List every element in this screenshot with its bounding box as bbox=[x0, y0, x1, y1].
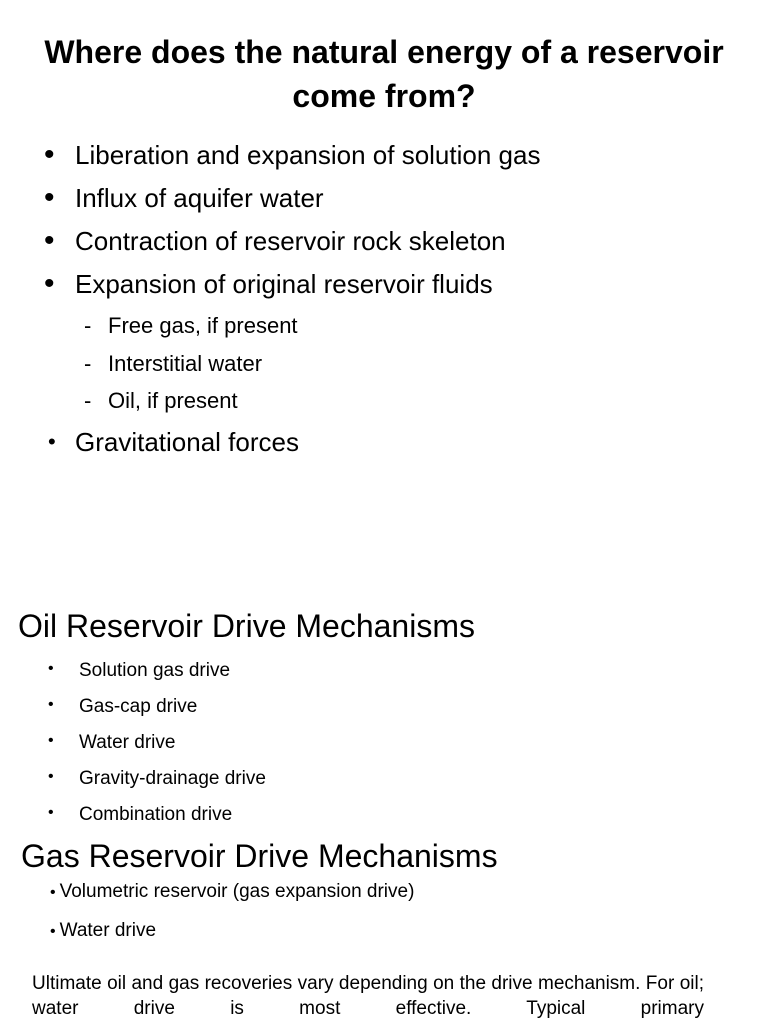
list-item bbox=[48, 804, 266, 840]
bullet-icon: • bbox=[50, 923, 56, 940]
list-item bbox=[50, 920, 414, 959]
list-item bbox=[50, 881, 414, 920]
list-item-text: Influx of aquifer water bbox=[75, 183, 324, 213]
list-item bbox=[48, 732, 266, 768]
dash-icon: - bbox=[84, 388, 92, 413]
list-item bbox=[48, 768, 266, 804]
energy-sources-list bbox=[44, 140, 744, 312]
dash-icon: - bbox=[84, 350, 92, 376]
list-item bbox=[48, 696, 266, 732]
bullet-icon: • bbox=[44, 138, 55, 171]
list-item bbox=[44, 226, 744, 269]
sub-list-item-text: Oil, if present bbox=[108, 388, 238, 413]
gas-section-title: Gas Reservoir Drive Mechanisms bbox=[21, 838, 498, 874]
list-item-text: Expansion of original reservoir fluids bbox=[75, 269, 493, 299]
slide-title: Where does the natural energy of a reservoir come from? bbox=[44, 34, 724, 114]
bullet-icon: • bbox=[44, 181, 55, 214]
oil-section-title: Oil Reservoir Drive Mechanisms bbox=[18, 608, 475, 644]
bullet-icon: • bbox=[48, 732, 54, 749]
list-item-text: Contraction of reservoir rock skeleton bbox=[75, 226, 506, 256]
list-item bbox=[44, 140, 744, 183]
oil-drive-list bbox=[48, 660, 266, 840]
sub-list-item bbox=[84, 388, 298, 426]
dash-icon: - bbox=[84, 313, 92, 338]
list-item-text: Combination drive bbox=[79, 804, 233, 825]
fluid-subitems-list bbox=[84, 313, 298, 426]
sub-list-item-text: Interstitial water bbox=[108, 350, 263, 376]
list-item bbox=[48, 660, 266, 696]
bullet-icon: • bbox=[50, 884, 56, 901]
sub-list-item bbox=[84, 313, 298, 351]
bullet-icon: • bbox=[44, 224, 55, 257]
list-item-text: Gravitational forces bbox=[75, 427, 299, 457]
list-item-text: Volumetric reservoir (gas expansion drive) bbox=[59, 881, 415, 902]
recovery-paragraph: Ultimate oil and gas recoveries vary depending on the drive mechanism. For oil; water drive is most effective. Typical primary bbox=[32, 973, 704, 1019]
list-item-text: Water drive bbox=[79, 732, 176, 753]
list-item-text: Gravity-drainage drive bbox=[79, 768, 266, 789]
list-item-text: Solution gas drive bbox=[79, 660, 231, 681]
bullet-icon: • bbox=[48, 429, 56, 454]
bullet-icon: • bbox=[48, 768, 54, 785]
bullet-icon: • bbox=[48, 660, 54, 677]
bullet-icon: • bbox=[48, 804, 54, 821]
sub-list-item bbox=[84, 351, 298, 389]
bullet-icon: • bbox=[44, 267, 55, 300]
list-item-text: Gas-cap drive bbox=[79, 696, 198, 717]
gas-drive-list bbox=[50, 881, 414, 959]
list-item bbox=[44, 269, 744, 312]
sub-list-item-text: Free gas, if present bbox=[108, 313, 298, 338]
list-item bbox=[44, 183, 744, 226]
bullet-icon: • bbox=[48, 696, 54, 713]
list-item-text: Liberation and expansion of solution gas bbox=[75, 140, 541, 170]
list-item-text: Water drive bbox=[59, 920, 157, 941]
